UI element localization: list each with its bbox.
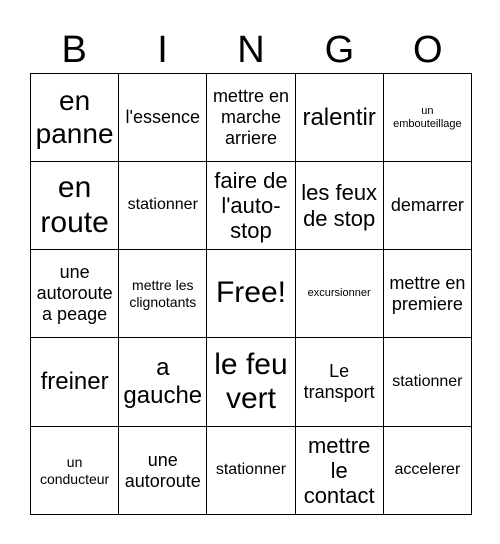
bingo-cell[interactable]: stationner: [207, 427, 295, 515]
bingo-cell[interactable]: stationner: [383, 338, 471, 427]
bingo-cell[interactable]: un embouteillage: [383, 74, 471, 162]
bingo-cell[interactable]: mettre le contact: [295, 427, 383, 515]
bingo-cell[interactable]: en route: [31, 162, 119, 250]
bingo-cell[interactable]: mettre les clignotants: [119, 250, 207, 338]
bingo-cell[interactable]: a gauche: [119, 338, 207, 427]
bingo-cell[interactable]: une autoroute a peage: [31, 250, 119, 338]
bingo-cell[interactable]: accelerer: [383, 427, 471, 515]
bingo-cell[interactable]: mettre en marche arriere: [207, 74, 295, 162]
bingo-cell[interactable]: faire de l'auto-stop: [207, 162, 295, 250]
bingo-header: [30, 28, 472, 72]
bingo-cell[interactable]: ralentir: [295, 74, 383, 162]
bingo-cell[interactable]: Le transport: [295, 338, 383, 427]
bingo-cell[interactable]: excursionner: [295, 250, 383, 338]
bingo-cell[interactable]: l'essence: [119, 74, 207, 162]
bingo-cell[interactable]: le feu vert: [207, 338, 295, 427]
bingo-cell[interactable]: les feux de stop: [295, 162, 383, 250]
header-letter-g: G: [324, 29, 355, 71]
bingo-cell[interactable]: demarrer: [383, 162, 471, 250]
bingo-cell[interactable]: stationner: [119, 162, 207, 250]
bingo-card: [30, 73, 472, 515]
bingo-cell[interactable]: un conducteur: [31, 427, 119, 515]
header-letter-n: N: [237, 29, 265, 71]
header-letter-o: O: [413, 29, 443, 71]
header-letter-i: I: [157, 29, 168, 71]
bingo-cell[interactable]: en panne: [31, 74, 119, 162]
bingo-cell[interactable]: une autoroute: [119, 427, 207, 515]
bingo-cell[interactable]: freiner: [31, 338, 119, 427]
header-letter-b: B: [61, 29, 87, 71]
free-space-cell[interactable]: Free!: [207, 250, 295, 338]
bingo-cell[interactable]: mettre en premiere: [383, 250, 471, 338]
